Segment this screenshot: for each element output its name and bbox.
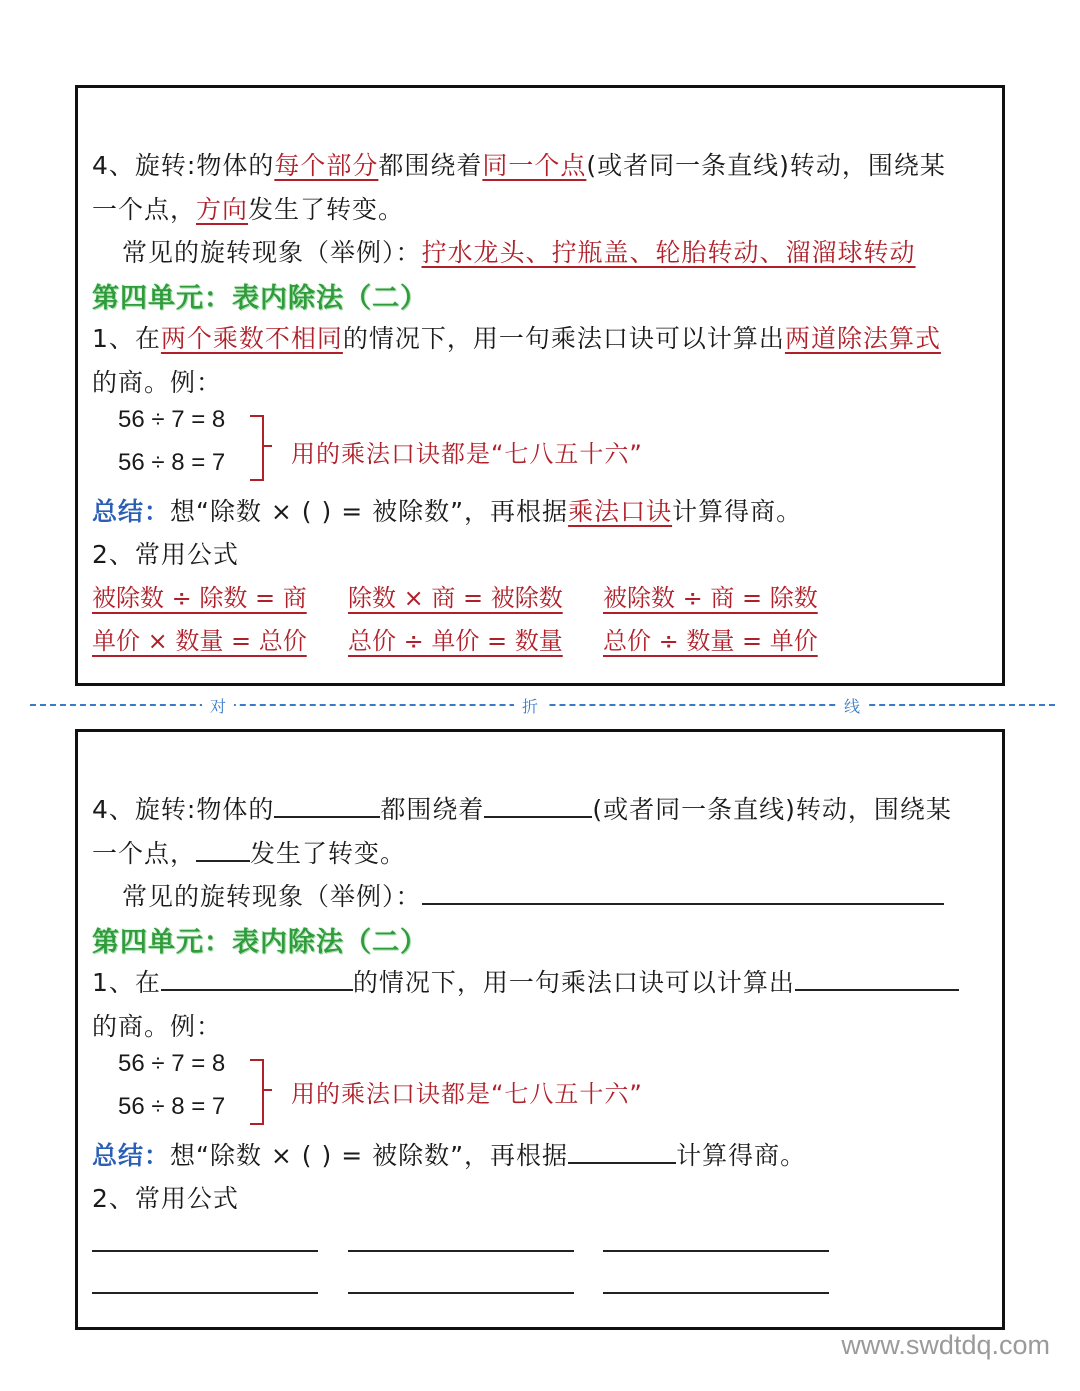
division-rule-line: [92, 319, 992, 355]
blank-line[interactable]: [795, 969, 959, 991]
rotation-definition-line1: [92, 790, 992, 826]
formula-blank[interactable]: [603, 1292, 829, 1294]
text: 一个点，: [92, 839, 197, 868]
answer-text: 拧水龙头、拧瓶盖、轮胎转动、溜溜球转动: [421, 238, 916, 267]
text: 常见的旋转现象（举例）：: [122, 238, 422, 267]
formula-blank[interactable]: [603, 1250, 829, 1252]
text: 发生了转变。: [248, 195, 405, 224]
text: 4、旋转:物体的: [92, 151, 275, 180]
brace: [250, 415, 264, 481]
text: 1、在: [92, 968, 161, 997]
brace: [250, 1059, 264, 1125]
formula-blank[interactable]: [92, 1250, 318, 1252]
summary-line: [92, 492, 992, 528]
fold-label: 折: [514, 694, 546, 717]
text: 常见的旋转现象（举例）：: [122, 882, 422, 911]
text: 想“除数 × ( ) = 被除数”，再根据: [170, 1141, 569, 1170]
watermark: www.swdtdq.com: [841, 1330, 1050, 1360]
formula: 除数 × 商 = 被除数: [348, 584, 563, 612]
text: 1、在: [92, 324, 161, 353]
unit-heading: 第四单元：表内除法（二）: [92, 927, 428, 958]
blank-line[interactable]: [422, 883, 944, 905]
formula-blank[interactable]: [348, 1250, 574, 1252]
brace-note: 用的乘法口诀都是“七八五十六”: [291, 440, 643, 468]
text: 发生了转变。: [250, 839, 407, 868]
rotation-example-line: [122, 877, 992, 913]
summary-label: 总结：: [92, 497, 171, 526]
answer-card: [75, 85, 1005, 686]
formula: 被除数 ÷ 商 = 除数: [603, 584, 818, 612]
rotation-definition-line2: [92, 190, 992, 226]
text: 计算得商。: [676, 1141, 807, 1170]
answer-text: 同一个点: [482, 151, 587, 180]
formulas-heading: 2、常用公式: [92, 540, 239, 569]
text: 想“除数 × ( ) = 被除数”，再根据: [170, 497, 569, 526]
formula-blank[interactable]: [92, 1292, 318, 1294]
equation-1: 56 ÷ 7 = 8: [118, 406, 226, 433]
fold-label: 对: [202, 694, 234, 717]
division-rule-continuation: 的商。例：: [92, 368, 223, 397]
worksheet-card: [75, 729, 1005, 1330]
formulas-heading: 2、常用公式: [92, 1184, 239, 1213]
text: (或者同一条直线)转动，围绕某: [592, 795, 952, 824]
formula: 总价 ÷ 数量 = 单价: [603, 627, 818, 655]
blank-line[interactable]: [484, 796, 592, 818]
text: 一个点，: [92, 195, 197, 224]
answer-text: 两个乘数不相同: [160, 324, 343, 353]
text: (或者同一条直线)转动，围绕某: [586, 151, 946, 180]
answer-text: 两道除法算式: [784, 324, 941, 353]
formula: 被除数 ÷ 除数 = 商: [92, 584, 307, 612]
blank-line[interactable]: [568, 1142, 676, 1164]
brace-tick: [262, 1089, 272, 1091]
blank-line[interactable]: [196, 840, 250, 862]
equation-2: 56 ÷ 8 = 7: [118, 449, 226, 476]
brace-note: 用的乘法口诀都是“七八五十六”: [291, 1080, 643, 1108]
unit-heading: 第四单元：表内除法（二）: [92, 283, 428, 314]
text: 的情况下，用一句乘法口诀可以计算出: [342, 324, 785, 353]
brace-tick: [262, 445, 272, 447]
blank-line[interactable]: [161, 969, 353, 991]
division-rule-line: [92, 963, 992, 999]
text: 计算得商。: [672, 497, 803, 526]
text: 4、旋转:物体的: [92, 795, 275, 824]
answer-text: 每个部分: [274, 151, 379, 180]
formula-blank[interactable]: [348, 1292, 574, 1294]
fold-label: 线: [836, 694, 868, 717]
division-rule-continuation: 的商。例：: [92, 1012, 223, 1041]
answer-text: 方向: [196, 195, 249, 224]
text: 的情况下，用一句乘法口诀可以计算出: [352, 968, 795, 997]
answer-text: 乘法口诀: [568, 497, 673, 526]
equation-1: 56 ÷ 7 = 8: [118, 1050, 226, 1077]
rotation-example-line: [122, 233, 992, 269]
text: 都围绕着: [380, 795, 485, 824]
formula: 总价 ÷ 单价 = 数量: [348, 627, 563, 655]
equation-2: 56 ÷ 8 = 7: [118, 1093, 226, 1120]
rotation-definition-line2: [92, 834, 992, 870]
formula: 单价 × 数量 = 总价: [92, 627, 307, 655]
rotation-definition-line1: [92, 146, 992, 182]
summary-label: 总结：: [92, 1141, 171, 1170]
summary-line: [92, 1136, 992, 1172]
text: 都围绕着: [378, 151, 483, 180]
blank-line[interactable]: [274, 796, 380, 818]
